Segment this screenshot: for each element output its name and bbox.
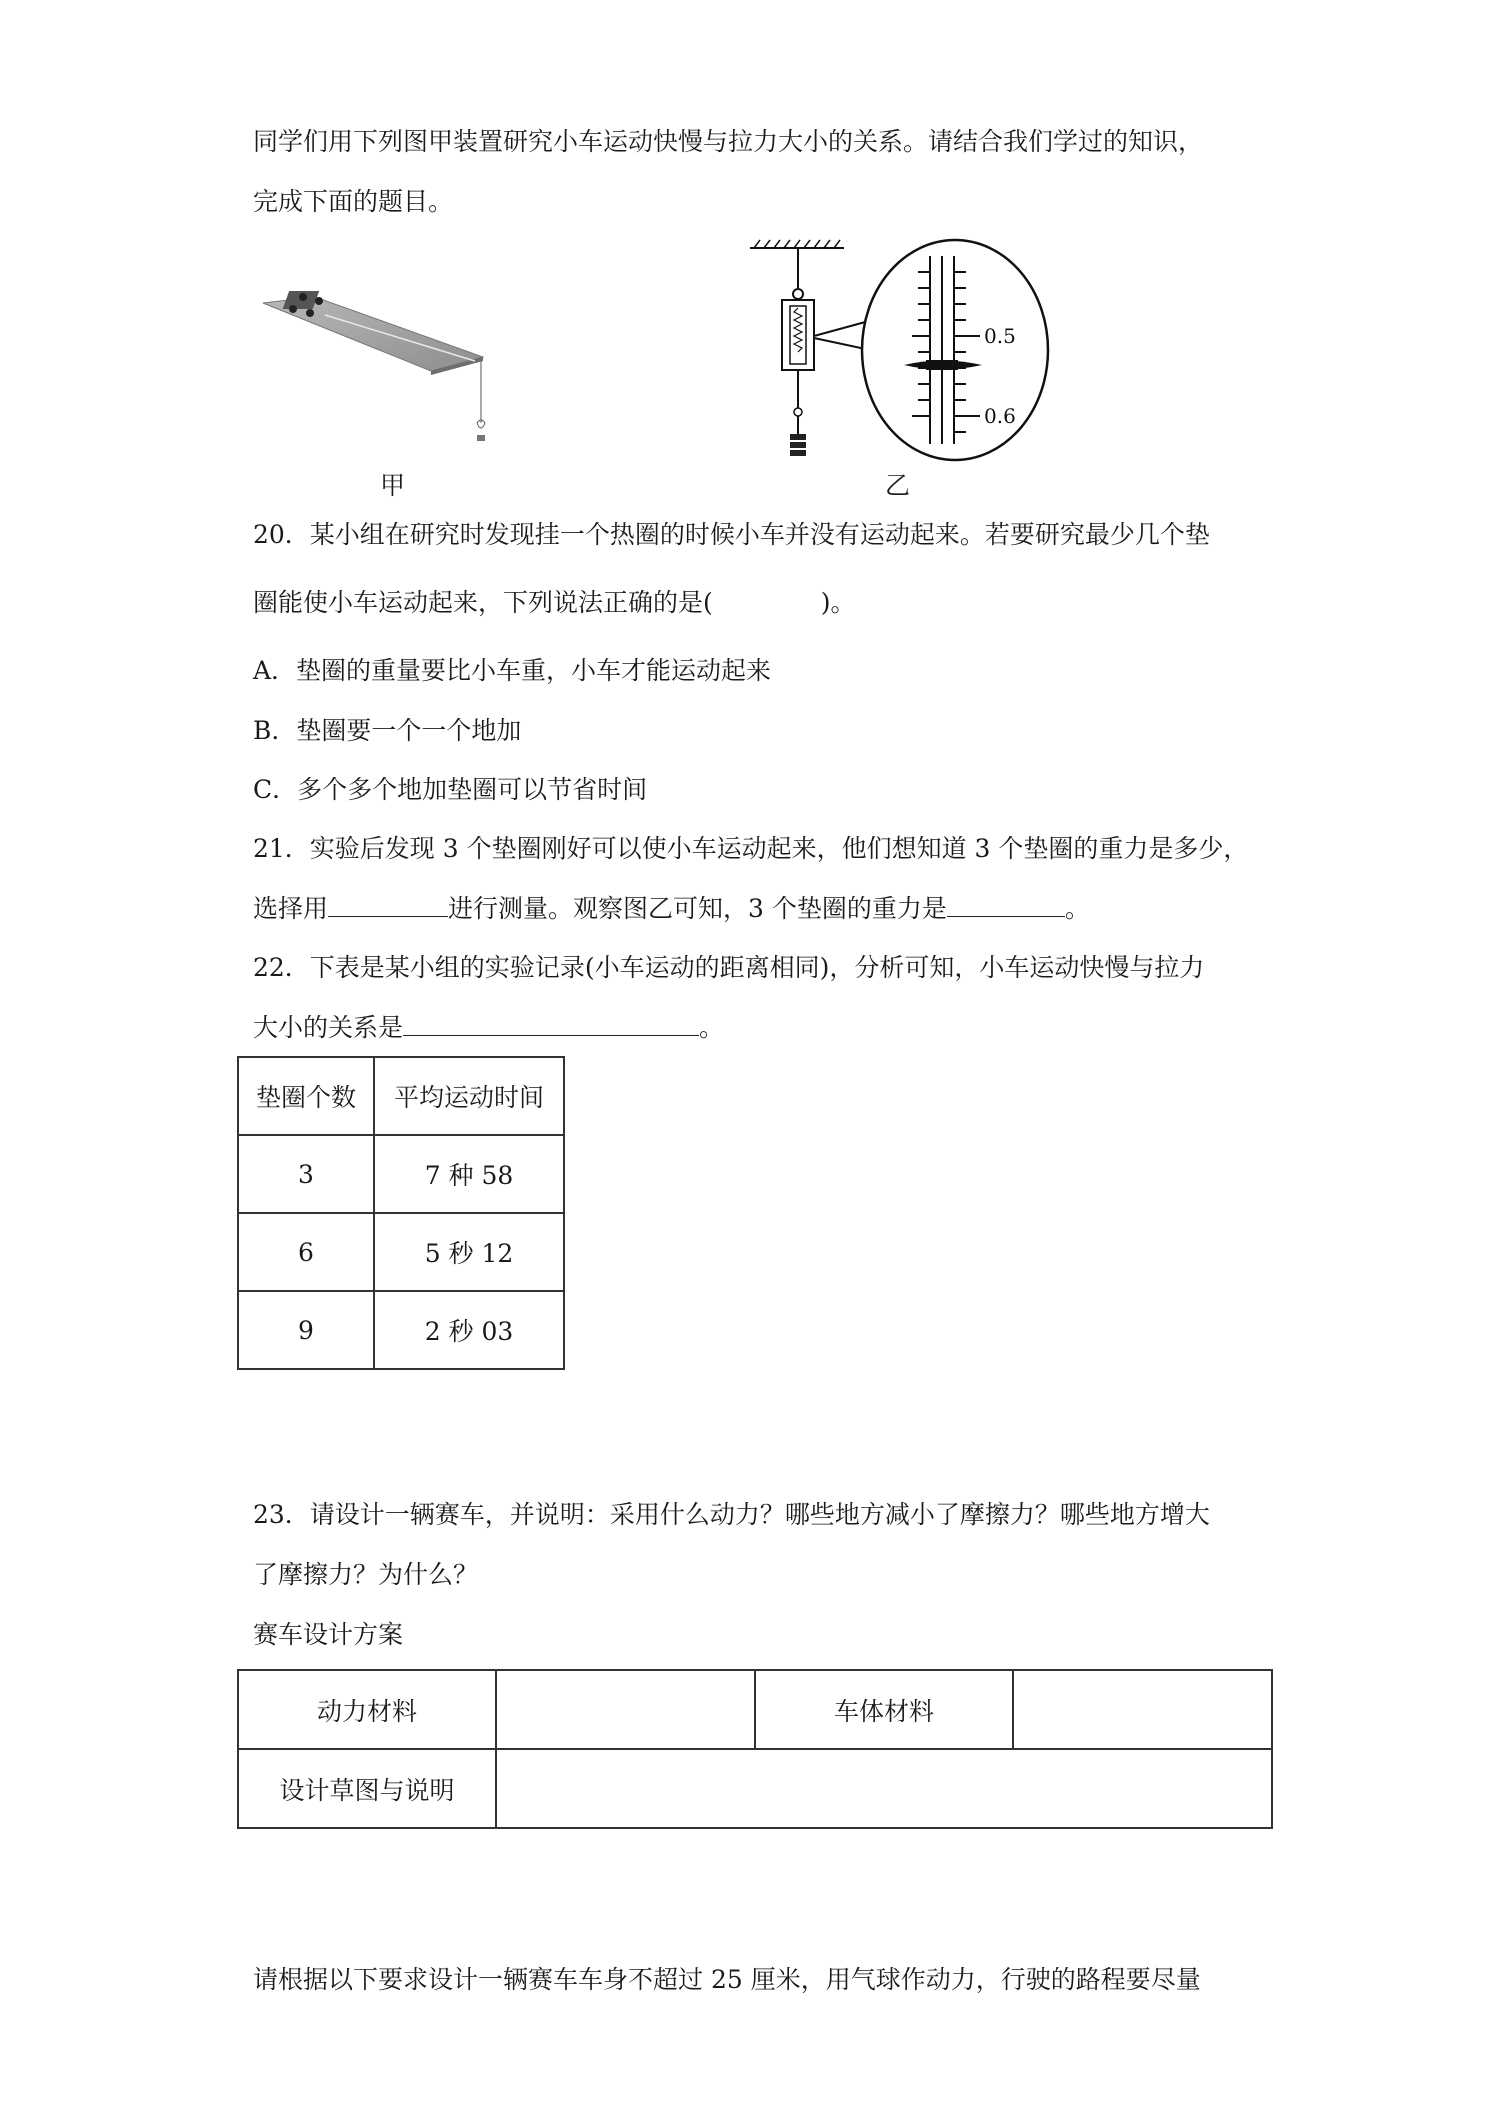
footer-line-1: 请根据以下要求设计一辆赛车车身不超过 25 厘米，用气球作动力，行驶的路程要尽量 bbox=[253, 1965, 1201, 1994]
design-row-materials bbox=[238, 1670, 1272, 1749]
cell-time: 5 秒 12 bbox=[374, 1213, 564, 1291]
q21-blank-instrument[interactable] bbox=[328, 890, 448, 917]
race-car-design-table bbox=[237, 1669, 1273, 1829]
q21-line-2 bbox=[253, 890, 1090, 927]
cell-count: 3 bbox=[238, 1135, 374, 1213]
intro-line-2: 完成下面的题目。 bbox=[253, 187, 454, 216]
q22-text-b: 。 bbox=[699, 1013, 725, 1042]
body-material-label: 车体材料 bbox=[755, 1670, 1013, 1749]
cell-time: 2 秒 03 bbox=[374, 1291, 564, 1369]
q21-text-b: 进行测量。观察图乙可知，3 个垫圈的重力是 bbox=[448, 894, 947, 923]
q23-line-2: 了摩擦力？为什么？ bbox=[253, 1560, 479, 1589]
q21-text-a: 选择用 bbox=[253, 894, 329, 923]
cell-count: 6 bbox=[238, 1213, 374, 1291]
q20-option-a[interactable]: A．垫圈的重量要比小车重，小车才能运动起来 bbox=[253, 656, 772, 685]
cell-count: 9 bbox=[238, 1291, 374, 1369]
q20-option-c[interactable]: C．多个多个地加垫圈可以节省时间 bbox=[253, 775, 648, 804]
design-row-sketch bbox=[238, 1749, 1272, 1828]
q23-line-1: 23．请设计一辆赛车，并说明：采用什么动力？哪些地方减小了摩擦力？哪些地方增大 bbox=[253, 1500, 1210, 1529]
q22-line-1: 22．下表是某小组的实验记录(小车运动的距离相同)，分析可知，小车运动快慢与拉力 bbox=[253, 953, 1205, 982]
scale-reading-top: 0.5 bbox=[984, 324, 1016, 348]
figure-yi-spring-scale bbox=[740, 238, 1080, 468]
figure-yi-label: 乙 bbox=[885, 471, 911, 500]
table-header-row bbox=[238, 1057, 564, 1135]
figure-jia-car-setup bbox=[255, 275, 495, 475]
header-avg-time: 平均运动时间 bbox=[374, 1057, 564, 1135]
q20-option-b[interactable]: B．垫圈要一个一个地加 bbox=[253, 716, 522, 745]
intro-line-1: 同学们用下列图甲装置研究小车运动快慢与拉力大小的关系。请结合我们学过的知识， bbox=[253, 127, 1204, 156]
q22-text-a: 大小的关系是 bbox=[253, 1013, 404, 1042]
q21-line-1: 21．实验后发现 3 个垫圈刚好可以使小车运动起来，他们想知道 3 个垫圈的重力是多少， bbox=[253, 834, 1249, 863]
cell-time: 7 种 58 bbox=[374, 1135, 564, 1213]
table-row bbox=[238, 1135, 564, 1213]
sketch-label: 设计草图与说明 bbox=[238, 1749, 496, 1828]
q23-caption: 赛车设计方案 bbox=[253, 1620, 404, 1649]
q20-text-a: 圈能使小车运动起来，下列说法正确的是( bbox=[253, 588, 713, 617]
q22-line-2 bbox=[253, 1009, 724, 1046]
header-washer-count: 垫圈个数 bbox=[238, 1057, 374, 1135]
q20-line-2 bbox=[253, 585, 856, 621]
power-material-input[interactable] bbox=[496, 1670, 755, 1749]
table-row bbox=[238, 1213, 564, 1291]
q20-line-1: 20．某小组在研究时发现挂一个热圈的时候小车并没有运动起来。若要研究最少几个垫 bbox=[253, 520, 1210, 549]
q20-text-b: )。 bbox=[820, 588, 856, 617]
q22-blank-relation[interactable] bbox=[403, 1009, 699, 1036]
power-material-label: 动力材料 bbox=[238, 1670, 496, 1749]
q21-text-c: 。 bbox=[1064, 894, 1090, 923]
body-material-input[interactable] bbox=[1013, 1670, 1272, 1749]
table-row bbox=[238, 1291, 564, 1369]
figure-jia-label: 甲 bbox=[380, 471, 406, 500]
experiment-record-table bbox=[237, 1056, 565, 1370]
sketch-input[interactable] bbox=[496, 1749, 1272, 1828]
q21-blank-weight[interactable] bbox=[947, 890, 1065, 917]
scale-reading-bottom: 0.6 bbox=[984, 404, 1016, 428]
